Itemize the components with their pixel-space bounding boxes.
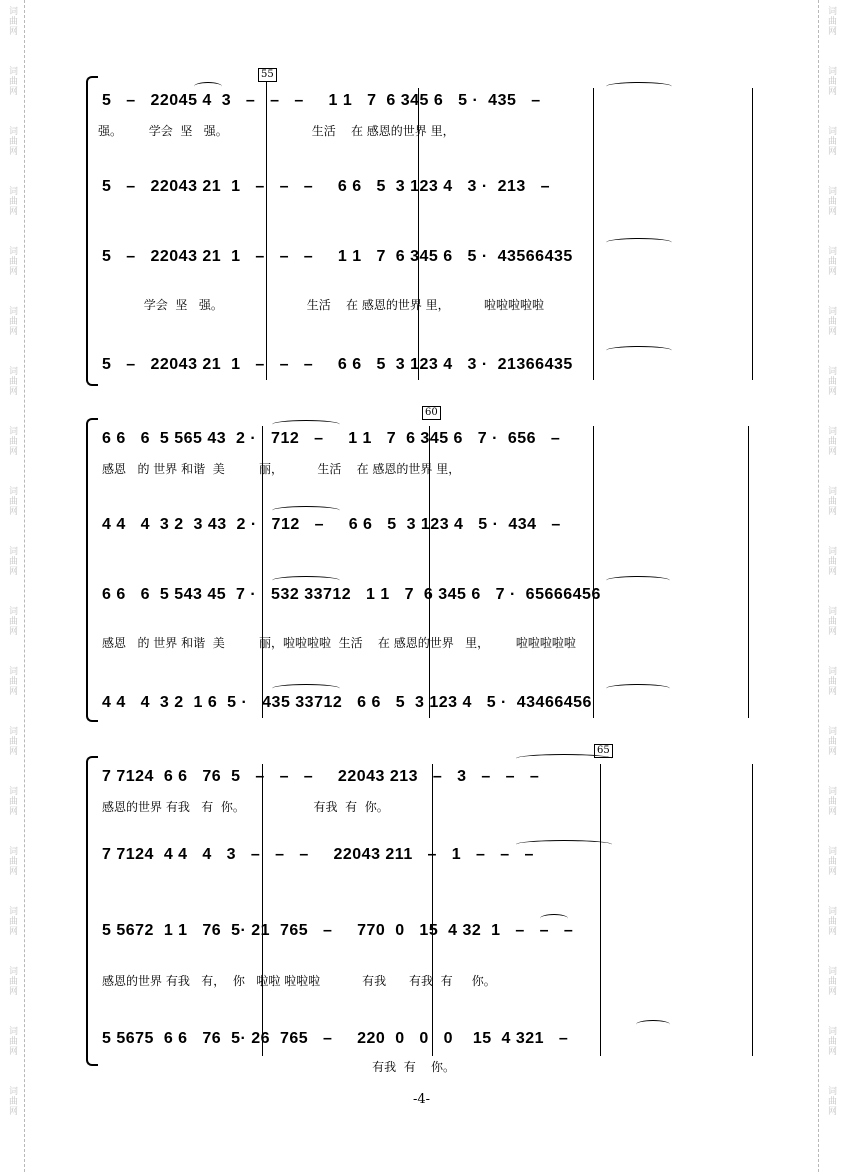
score-row-alto: 4 4 4 3 2 3 43 2 · 712 – 6 6 5 3 123 4 5 · 434 – [102,516,561,533]
watermark-text: 词曲网 [826,126,836,156]
watermark-text: 词曲网 [826,906,836,936]
barline [593,426,594,718]
slur [606,684,670,693]
score-row-soprano: 6 6 6 5 565 43 2 · 712 – 1 1 7 6 345 6 7 · 656 – [102,430,561,447]
score-row-soprano: 5 – 22045 4 3 – – – 1 1 7 6 345 6 5 · 435 – [102,92,541,109]
lyric-line: 学会 坚 强。 生活 在 感恩的世界 里， 啦啦啦啦啦 [98,298,544,312]
lyric-line: 感恩的世界 有我 有， 你 啦啦 啦啦啦 有我 有我 有 你。 [102,974,496,988]
lyric-line: 感恩 的 世界 和谐 美 丽，啦啦啦啦 生活 在 感恩的世界 里， 啦啦啦啦啦 [102,636,576,650]
score-row-alto: 5 – 22043 21 1 – – – 6 6 5 3 123 4 3 · 213 – [102,178,550,195]
watermark-text: 词曲网 [7,786,17,816]
measure-number: 55 [258,68,277,82]
watermark-text: 词曲网 [7,246,17,276]
watermark-text: 词曲网 [7,66,17,96]
slur [272,684,340,693]
score-row-bass: 5 5675 6 6 76 5· 26 765 – 220 0 0 0 15 4 321 – [102,1030,569,1047]
watermark-text: 词曲网 [7,666,17,696]
watermark-text: 词曲网 [826,606,836,636]
barline [432,764,433,1056]
barline [752,88,753,380]
watermark-text: 词曲网 [7,546,17,576]
system-bracket [86,418,98,722]
watermark-text: 词曲网 [7,426,17,456]
barline [752,764,753,1056]
watermark-text: 词曲网 [826,426,836,456]
system-bracket [86,756,98,1066]
score-row-tenor: 5 5672 1 1 76 5· 21 765 – 770 0 15 4 32 1 – – – [102,922,574,939]
watermark-text: 词曲网 [826,846,836,876]
page-number: -4- [412,1092,431,1107]
watermark-text: 词曲网 [826,66,836,96]
watermark-text: 词曲网 [826,1086,836,1116]
score-system-1 [86,69,754,386]
watermark-text: 词曲网 [7,186,17,216]
score-system-3 [86,745,754,1074]
left-margin-watermark-strip [0,0,25,1172]
slur [272,506,340,515]
slur [516,754,612,763]
watermark-text: 词曲网 [7,126,17,156]
measure-number: 60 [422,406,441,420]
system-bracket [86,76,98,386]
watermark-text: 词曲网 [7,906,17,936]
watermark-text: 词曲网 [826,306,836,336]
watermark-text: 词曲网 [7,1086,17,1116]
watermark-text: 词曲网 [7,846,17,876]
slur [606,346,672,355]
right-margin-watermark-strip [818,0,843,1172]
slur [636,1020,670,1029]
lyric-line: 有我 有 你。 [86,1060,455,1074]
watermark-text: 词曲网 [7,306,17,336]
lyric-line: 感恩的世界 有我 有 你。 有我 有 你。 [102,800,389,814]
watermark-text: 词曲网 [826,666,836,696]
watermark-text: 词曲网 [7,606,17,636]
score-row-bass: 4 4 4 3 2 1 6 5 · 435 33712 6 6 5 3 123 4 5 · 43466456 [102,694,592,711]
score-row-soprano: 7 7124 6 6 76 5 – – – 22043 213 – 3 – – – [102,768,540,785]
lyric-line: 感恩 的 世界 和谐 美 丽， 生活 在 感恩的世界 里， [102,462,461,476]
score-row-tenor: 5 – 22043 21 1 – – – 1 1 7 6 345 6 5 · 43566435 [102,248,573,265]
watermark-text: 词曲网 [826,6,836,36]
score-system-2 [86,407,754,722]
slur [272,576,340,585]
watermark-text: 词曲网 [7,966,17,996]
slur [194,82,222,91]
score-row-alto: 7 7124 4 4 4 3 – – – 22043 211 – 1 – – – [102,846,534,863]
watermark-text: 词曲网 [826,546,836,576]
watermark-text: 词曲网 [7,1026,17,1056]
barline [593,88,594,380]
watermark-text: 词曲网 [7,366,17,396]
slur [606,82,672,91]
watermark-text: 词曲网 [7,486,17,516]
lyric-line: 强。 学会 坚 强。 生活 在 感恩的世界 里， [98,124,455,138]
watermark-text: 词曲网 [7,6,17,36]
slur [540,914,568,923]
score-row-tenor: 6 6 6 5 543 45 7 · 532 33712 1 1 7 6 345 6 7 · 65666456 [102,586,601,603]
watermark-text: 词曲网 [826,186,836,216]
watermark-text: 词曲网 [826,366,836,396]
slur [272,420,340,429]
watermark-text: 词曲网 [826,726,836,756]
barline [748,426,749,718]
watermark-text: 词曲网 [7,726,17,756]
watermark-text: 词曲网 [826,966,836,996]
watermark-text: 词曲网 [826,486,836,516]
slur [606,576,670,585]
watermark-text: 词曲网 [826,246,836,276]
watermark-text: 词曲网 [826,1026,836,1056]
barline [600,764,601,1056]
score-row-bass: 5 – 22043 21 1 – – – 6 6 5 3 123 4 3 · 21366435 [102,356,573,373]
slur [516,840,612,849]
watermark-text: 词曲网 [826,786,836,816]
measure-number: 65 [594,744,613,758]
slur [606,238,672,247]
